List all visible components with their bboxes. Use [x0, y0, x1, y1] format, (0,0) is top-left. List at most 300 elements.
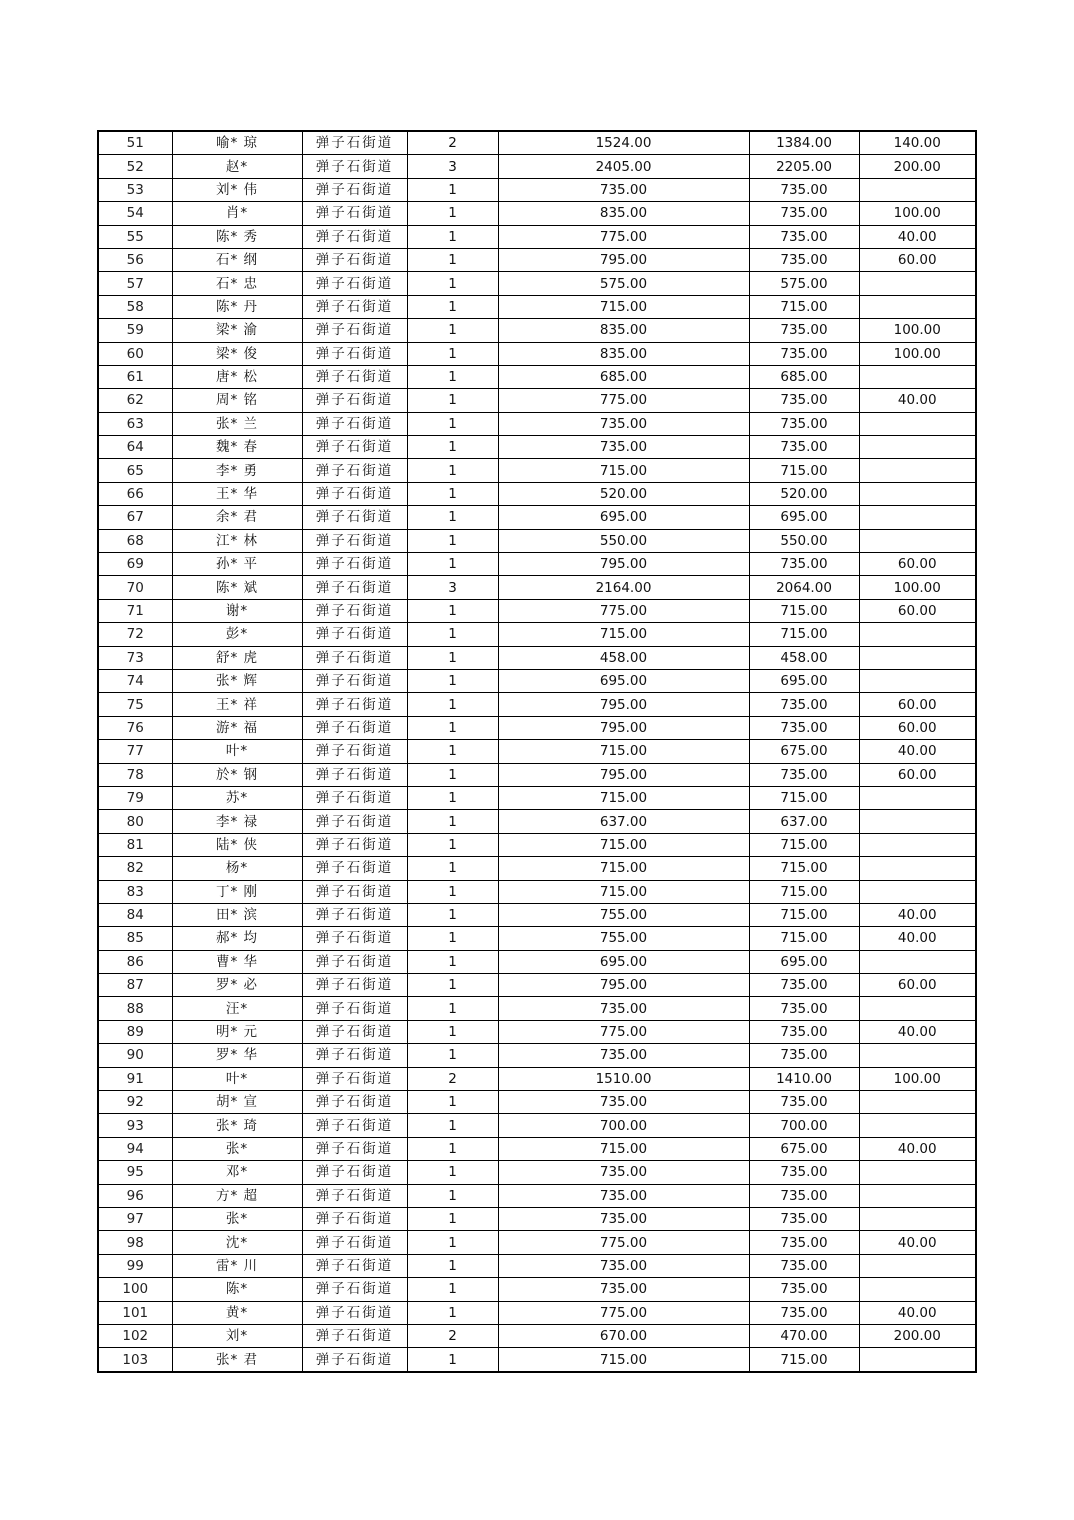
total-amount-cell: 715.00 [498, 857, 749, 880]
total-amount-cell: 775.00 [498, 225, 749, 248]
subsidy-amount-cell: 60.00 [859, 763, 976, 786]
household-size-cell: 1 [407, 693, 498, 716]
street-name-cell: 弹子石街道 [302, 1067, 407, 1090]
row-number-cell: 102 [98, 1324, 172, 1347]
street-name-cell: 弹子石街道 [302, 1114, 407, 1137]
base-amount-cell: 715.00 [749, 880, 859, 903]
recipient-name-cell: 彭* [172, 623, 302, 646]
total-amount-cell: 755.00 [498, 903, 749, 926]
recipient-name-cell: 李* 勇 [172, 459, 302, 482]
base-amount-cell: 715.00 [749, 857, 859, 880]
household-size-cell: 3 [407, 155, 498, 178]
total-amount-cell: 775.00 [498, 1301, 749, 1324]
table-row [98, 553, 976, 576]
table-row [98, 927, 976, 950]
recipient-name-cell: 谢* [172, 599, 302, 622]
subsidy-amount-cell [859, 997, 976, 1020]
row-number-cell: 96 [98, 1184, 172, 1207]
base-amount-cell: 735.00 [749, 1091, 859, 1114]
recipient-name-cell: 陈* 丹 [172, 295, 302, 318]
row-number-cell: 62 [98, 389, 172, 412]
street-name-cell: 弹子石街道 [302, 365, 407, 388]
street-name-cell: 弹子石街道 [302, 599, 407, 622]
base-amount-cell: 735.00 [749, 1020, 859, 1043]
base-amount-cell: 2205.00 [749, 155, 859, 178]
household-size-cell: 1 [407, 202, 498, 225]
household-size-cell: 2 [407, 1067, 498, 1090]
street-name-cell: 弹子石街道 [302, 553, 407, 576]
base-amount-cell: 735.00 [749, 763, 859, 786]
street-name-cell: 弹子石街道 [302, 272, 407, 295]
table-row [98, 178, 976, 201]
base-amount-cell: 1410.00 [749, 1067, 859, 1090]
base-amount-cell: 735.00 [749, 693, 859, 716]
base-amount-cell: 715.00 [749, 1348, 859, 1372]
base-amount-cell: 735.00 [749, 974, 859, 997]
household-size-cell: 1 [407, 1254, 498, 1277]
total-amount-cell: 715.00 [498, 459, 749, 482]
household-size-cell: 1 [407, 880, 498, 903]
street-name-cell: 弹子石街道 [302, 178, 407, 201]
subsidy-amount-cell [859, 1348, 976, 1372]
base-amount-cell: 458.00 [749, 646, 859, 669]
household-size-cell: 1 [407, 342, 498, 365]
recipient-name-cell: 罗* 必 [172, 974, 302, 997]
total-amount-cell: 775.00 [498, 599, 749, 622]
recipient-name-cell: 陈* 斌 [172, 576, 302, 599]
base-amount-cell: 695.00 [749, 669, 859, 692]
recipient-name-cell: 余* 君 [172, 506, 302, 529]
row-number-cell: 60 [98, 342, 172, 365]
base-amount-cell: 685.00 [749, 365, 859, 388]
subsidy-amount-cell [859, 178, 976, 201]
row-number-cell: 101 [98, 1301, 172, 1324]
household-size-cell: 1 [407, 295, 498, 318]
subsidy-amount-cell [859, 272, 976, 295]
household-size-cell: 1 [407, 763, 498, 786]
row-number-cell: 75 [98, 693, 172, 716]
recipient-name-cell: 苏* [172, 786, 302, 809]
subsidy-amount-cell: 60.00 [859, 599, 976, 622]
total-amount-cell: 735.00 [498, 1044, 749, 1067]
row-number-cell: 53 [98, 178, 172, 201]
total-amount-cell: 735.00 [498, 412, 749, 435]
subsidy-amount-cell: 100.00 [859, 319, 976, 342]
base-amount-cell: 735.00 [749, 716, 859, 739]
recipient-name-cell: 叶* [172, 1067, 302, 1090]
base-amount-cell: 715.00 [749, 833, 859, 856]
table-row [98, 1278, 976, 1301]
subsidy-amount-cell: 40.00 [859, 225, 976, 248]
recipient-name-cell: 孙* 平 [172, 553, 302, 576]
total-amount-cell: 715.00 [498, 295, 749, 318]
total-amount-cell: 795.00 [498, 716, 749, 739]
street-name-cell: 弹子石街道 [302, 1137, 407, 1160]
recipient-name-cell: 郝* 均 [172, 927, 302, 950]
household-size-cell: 2 [407, 131, 498, 155]
table-row [98, 436, 976, 459]
street-name-cell: 弹子石街道 [302, 1254, 407, 1277]
table-row [98, 576, 976, 599]
subsidy-amount-cell [859, 1091, 976, 1114]
recipient-name-cell: 刘* [172, 1324, 302, 1347]
total-amount-cell: 735.00 [498, 1161, 749, 1184]
row-number-cell: 97 [98, 1207, 172, 1230]
subsidy-amount-cell [859, 669, 976, 692]
recipient-name-cell: 魏* 春 [172, 436, 302, 459]
row-number-cell: 71 [98, 599, 172, 622]
street-name-cell: 弹子石街道 [302, 1091, 407, 1114]
subsidy-amount-cell: 60.00 [859, 553, 976, 576]
table-row [98, 716, 976, 739]
total-amount-cell: 575.00 [498, 272, 749, 295]
table-row [98, 1207, 976, 1230]
subsidy-amount-cell: 40.00 [859, 1020, 976, 1043]
household-size-cell: 1 [407, 1184, 498, 1207]
row-number-cell: 68 [98, 529, 172, 552]
total-amount-cell: 835.00 [498, 202, 749, 225]
household-size-cell: 1 [407, 412, 498, 435]
household-size-cell: 1 [407, 365, 498, 388]
total-amount-cell: 670.00 [498, 1324, 749, 1347]
household-size-cell: 1 [407, 1020, 498, 1043]
table-row [98, 974, 976, 997]
total-amount-cell: 520.00 [498, 482, 749, 505]
base-amount-cell: 735.00 [749, 389, 859, 412]
base-amount-cell: 735.00 [749, 178, 859, 201]
row-number-cell: 103 [98, 1348, 172, 1372]
recipient-name-cell: 张* [172, 1207, 302, 1230]
household-size-cell: 1 [407, 810, 498, 833]
base-amount-cell: 637.00 [749, 810, 859, 833]
subsidy-amount-cell [859, 833, 976, 856]
table-row [98, 1044, 976, 1067]
household-size-cell: 1 [407, 857, 498, 880]
table-row [98, 1348, 976, 1372]
household-size-cell: 1 [407, 272, 498, 295]
row-number-cell: 89 [98, 1020, 172, 1043]
household-size-cell: 1 [407, 436, 498, 459]
subsidy-amount-cell: 100.00 [859, 576, 976, 599]
household-size-cell: 1 [407, 669, 498, 692]
recipient-name-cell: 唐* 松 [172, 365, 302, 388]
table-row [98, 412, 976, 435]
street-name-cell: 弹子石街道 [302, 693, 407, 716]
table-row [98, 950, 976, 973]
household-size-cell: 1 [407, 482, 498, 505]
base-amount-cell: 1384.00 [749, 131, 859, 155]
row-number-cell: 64 [98, 436, 172, 459]
street-name-cell: 弹子石街道 [302, 1184, 407, 1207]
street-name-cell: 弹子石街道 [302, 1348, 407, 1372]
table-row [98, 131, 976, 155]
total-amount-cell: 550.00 [498, 529, 749, 552]
household-size-cell: 1 [407, 319, 498, 342]
table-row [98, 903, 976, 926]
recipient-name-cell: 明* 元 [172, 1020, 302, 1043]
subsidy-amount-cell: 40.00 [859, 903, 976, 926]
row-number-cell: 58 [98, 295, 172, 318]
household-size-cell: 1 [407, 529, 498, 552]
street-name-cell: 弹子石街道 [302, 248, 407, 271]
table-row [98, 1254, 976, 1277]
recipient-name-cell: 黄* [172, 1301, 302, 1324]
table-row [98, 529, 976, 552]
subsidy-amount-cell [859, 623, 976, 646]
base-amount-cell: 735.00 [749, 1044, 859, 1067]
total-amount-cell: 458.00 [498, 646, 749, 669]
household-size-cell: 1 [407, 997, 498, 1020]
household-size-cell: 1 [407, 903, 498, 926]
row-number-cell: 67 [98, 506, 172, 529]
total-amount-cell: 735.00 [498, 178, 749, 201]
base-amount-cell: 735.00 [749, 997, 859, 1020]
base-amount-cell: 735.00 [749, 436, 859, 459]
recipient-name-cell: 赵* [172, 155, 302, 178]
subsidy-amount-cell [859, 1278, 976, 1301]
subsidy-amount-cell: 40.00 [859, 927, 976, 950]
recipient-name-cell: 曹* 华 [172, 950, 302, 973]
row-number-cell: 56 [98, 248, 172, 271]
table-row [98, 880, 976, 903]
row-number-cell: 99 [98, 1254, 172, 1277]
street-name-cell: 弹子石街道 [302, 997, 407, 1020]
street-name-cell: 弹子石街道 [302, 529, 407, 552]
base-amount-cell: 735.00 [749, 1161, 859, 1184]
row-number-cell: 93 [98, 1114, 172, 1137]
subsidy-amount-cell: 60.00 [859, 974, 976, 997]
subsidy-amount-cell: 100.00 [859, 342, 976, 365]
total-amount-cell: 795.00 [498, 248, 749, 271]
street-name-cell: 弹子石街道 [302, 412, 407, 435]
base-amount-cell: 735.00 [749, 553, 859, 576]
total-amount-cell: 735.00 [498, 1091, 749, 1114]
household-size-cell: 1 [407, 248, 498, 271]
table-row [98, 202, 976, 225]
street-name-cell: 弹子石街道 [302, 459, 407, 482]
total-amount-cell: 695.00 [498, 669, 749, 692]
base-amount-cell: 735.00 [749, 225, 859, 248]
table-row [98, 1067, 976, 1090]
recipient-name-cell: 罗* 华 [172, 1044, 302, 1067]
household-size-cell: 1 [407, 786, 498, 809]
base-amount-cell: 715.00 [749, 459, 859, 482]
total-amount-cell: 735.00 [498, 1207, 749, 1230]
subsidy-amount-cell [859, 529, 976, 552]
subsidy-amount-cell [859, 857, 976, 880]
recipient-name-cell: 刘* 伟 [172, 178, 302, 201]
base-amount-cell: 735.00 [749, 1231, 859, 1254]
street-name-cell: 弹子石街道 [302, 342, 407, 365]
subsidy-amount-cell: 60.00 [859, 716, 976, 739]
household-size-cell: 1 [407, 1231, 498, 1254]
total-amount-cell: 735.00 [498, 1184, 749, 1207]
recipient-name-cell: 张* 辉 [172, 669, 302, 692]
base-amount-cell: 735.00 [749, 412, 859, 435]
recipient-name-cell: 周* 铭 [172, 389, 302, 412]
table-row [98, 1231, 976, 1254]
row-number-cell: 55 [98, 225, 172, 248]
street-name-cell: 弹子石街道 [302, 506, 407, 529]
street-name-cell: 弹子石街道 [302, 927, 407, 950]
total-amount-cell: 735.00 [498, 1254, 749, 1277]
row-number-cell: 91 [98, 1067, 172, 1090]
table-row [98, 1184, 976, 1207]
street-name-cell: 弹子石街道 [302, 974, 407, 997]
subsidy-amount-cell [859, 950, 976, 973]
total-amount-cell: 735.00 [498, 997, 749, 1020]
household-size-cell: 1 [407, 646, 498, 669]
base-amount-cell: 700.00 [749, 1114, 859, 1137]
base-amount-cell: 735.00 [749, 202, 859, 225]
base-amount-cell: 735.00 [749, 319, 859, 342]
subsidy-amount-cell [859, 436, 976, 459]
recipient-name-cell: 陆* 侠 [172, 833, 302, 856]
recipient-name-cell: 舒* 虎 [172, 646, 302, 669]
table-row [98, 1324, 976, 1347]
total-amount-cell: 715.00 [498, 786, 749, 809]
total-amount-cell: 637.00 [498, 810, 749, 833]
household-size-cell: 1 [407, 599, 498, 622]
row-number-cell: 52 [98, 155, 172, 178]
row-number-cell: 88 [98, 997, 172, 1020]
subsidy-amount-cell [859, 1184, 976, 1207]
table-row [98, 1161, 976, 1184]
household-size-cell: 1 [407, 506, 498, 529]
table-row [98, 997, 976, 1020]
table-row [98, 155, 976, 178]
row-number-cell: 72 [98, 623, 172, 646]
recipient-name-cell: 沈* [172, 1231, 302, 1254]
recipient-name-cell: 叶* [172, 740, 302, 763]
row-number-cell: 76 [98, 716, 172, 739]
table-row [98, 295, 976, 318]
street-name-cell: 弹子石街道 [302, 1278, 407, 1301]
street-name-cell: 弹子石街道 [302, 1020, 407, 1043]
base-amount-cell: 715.00 [749, 623, 859, 646]
table-row [98, 365, 976, 388]
row-number-cell: 57 [98, 272, 172, 295]
base-amount-cell: 2064.00 [749, 576, 859, 599]
row-number-cell: 80 [98, 810, 172, 833]
recipient-name-cell: 张* 兰 [172, 412, 302, 435]
recipient-name-cell: 石* 忠 [172, 272, 302, 295]
total-amount-cell: 775.00 [498, 1231, 749, 1254]
street-name-cell: 弹子石街道 [302, 1207, 407, 1230]
subsidy-amount-cell: 40.00 [859, 1231, 976, 1254]
row-number-cell: 95 [98, 1161, 172, 1184]
base-amount-cell: 715.00 [749, 786, 859, 809]
row-number-cell: 78 [98, 763, 172, 786]
table-row [98, 763, 976, 786]
table-row [98, 810, 976, 833]
street-name-cell: 弹子石街道 [302, 623, 407, 646]
household-size-cell: 1 [407, 740, 498, 763]
base-amount-cell: 715.00 [749, 295, 859, 318]
subsidy-amount-cell [859, 1254, 976, 1277]
recipient-name-cell: 张* 琦 [172, 1114, 302, 1137]
recipient-name-cell: 张* [172, 1137, 302, 1160]
street-name-cell: 弹子石街道 [302, 131, 407, 155]
table-row [98, 646, 976, 669]
row-number-cell: 59 [98, 319, 172, 342]
total-amount-cell: 700.00 [498, 1114, 749, 1137]
base-amount-cell: 735.00 [749, 1254, 859, 1277]
row-number-cell: 51 [98, 131, 172, 155]
total-amount-cell: 735.00 [498, 1278, 749, 1301]
subsidy-amount-cell [859, 1114, 976, 1137]
total-amount-cell: 715.00 [498, 833, 749, 856]
street-name-cell: 弹子石街道 [302, 576, 407, 599]
table-row [98, 599, 976, 622]
table-row [98, 786, 976, 809]
total-amount-cell: 795.00 [498, 553, 749, 576]
subsidy-amount-cell [859, 810, 976, 833]
household-size-cell: 1 [407, 623, 498, 646]
household-size-cell: 1 [407, 1348, 498, 1372]
household-size-cell: 1 [407, 225, 498, 248]
table-row [98, 1137, 976, 1160]
base-amount-cell: 735.00 [749, 1278, 859, 1301]
total-amount-cell: 755.00 [498, 927, 749, 950]
subsidy-amount-cell [859, 365, 976, 388]
table-row [98, 857, 976, 880]
table-row [98, 225, 976, 248]
table-row [98, 506, 976, 529]
base-amount-cell: 735.00 [749, 1301, 859, 1324]
household-size-cell: 1 [407, 833, 498, 856]
street-name-cell: 弹子石街道 [302, 786, 407, 809]
household-size-cell: 1 [407, 1114, 498, 1137]
street-name-cell: 弹子石街道 [302, 716, 407, 739]
subsidy-amount-cell: 200.00 [859, 155, 976, 178]
roster-body [98, 131, 976, 1372]
recipient-name-cell: 於* 钢 [172, 763, 302, 786]
row-number-cell: 84 [98, 903, 172, 926]
subsidy-amount-cell [859, 295, 976, 318]
recipient-name-cell: 游* 福 [172, 716, 302, 739]
household-size-cell: 1 [407, 927, 498, 950]
base-amount-cell: 715.00 [749, 599, 859, 622]
street-name-cell: 弹子石街道 [302, 295, 407, 318]
subsidy-amount-cell: 140.00 [859, 131, 976, 155]
street-name-cell: 弹子石街道 [302, 1161, 407, 1184]
recipient-name-cell: 梁* 渝 [172, 319, 302, 342]
table-row [98, 669, 976, 692]
table-row [98, 482, 976, 505]
base-amount-cell: 735.00 [749, 342, 859, 365]
street-name-cell: 弹子石街道 [302, 319, 407, 342]
table-row [98, 319, 976, 342]
household-size-cell: 2 [407, 1324, 498, 1347]
street-name-cell: 弹子石街道 [302, 1301, 407, 1324]
row-number-cell: 61 [98, 365, 172, 388]
recipient-name-cell: 王* 祥 [172, 693, 302, 716]
recipient-name-cell: 丁* 刚 [172, 880, 302, 903]
base-amount-cell: 715.00 [749, 903, 859, 926]
base-amount-cell: 695.00 [749, 506, 859, 529]
roster-table [97, 130, 977, 1373]
subsidy-amount-cell: 60.00 [859, 693, 976, 716]
table-row [98, 459, 976, 482]
total-amount-cell: 715.00 [498, 880, 749, 903]
total-amount-cell: 715.00 [498, 740, 749, 763]
street-name-cell: 弹子石街道 [302, 903, 407, 926]
subsidy-amount-cell [859, 1044, 976, 1067]
base-amount-cell: 715.00 [749, 927, 859, 950]
row-number-cell: 100 [98, 1278, 172, 1301]
street-name-cell: 弹子石街道 [302, 669, 407, 692]
